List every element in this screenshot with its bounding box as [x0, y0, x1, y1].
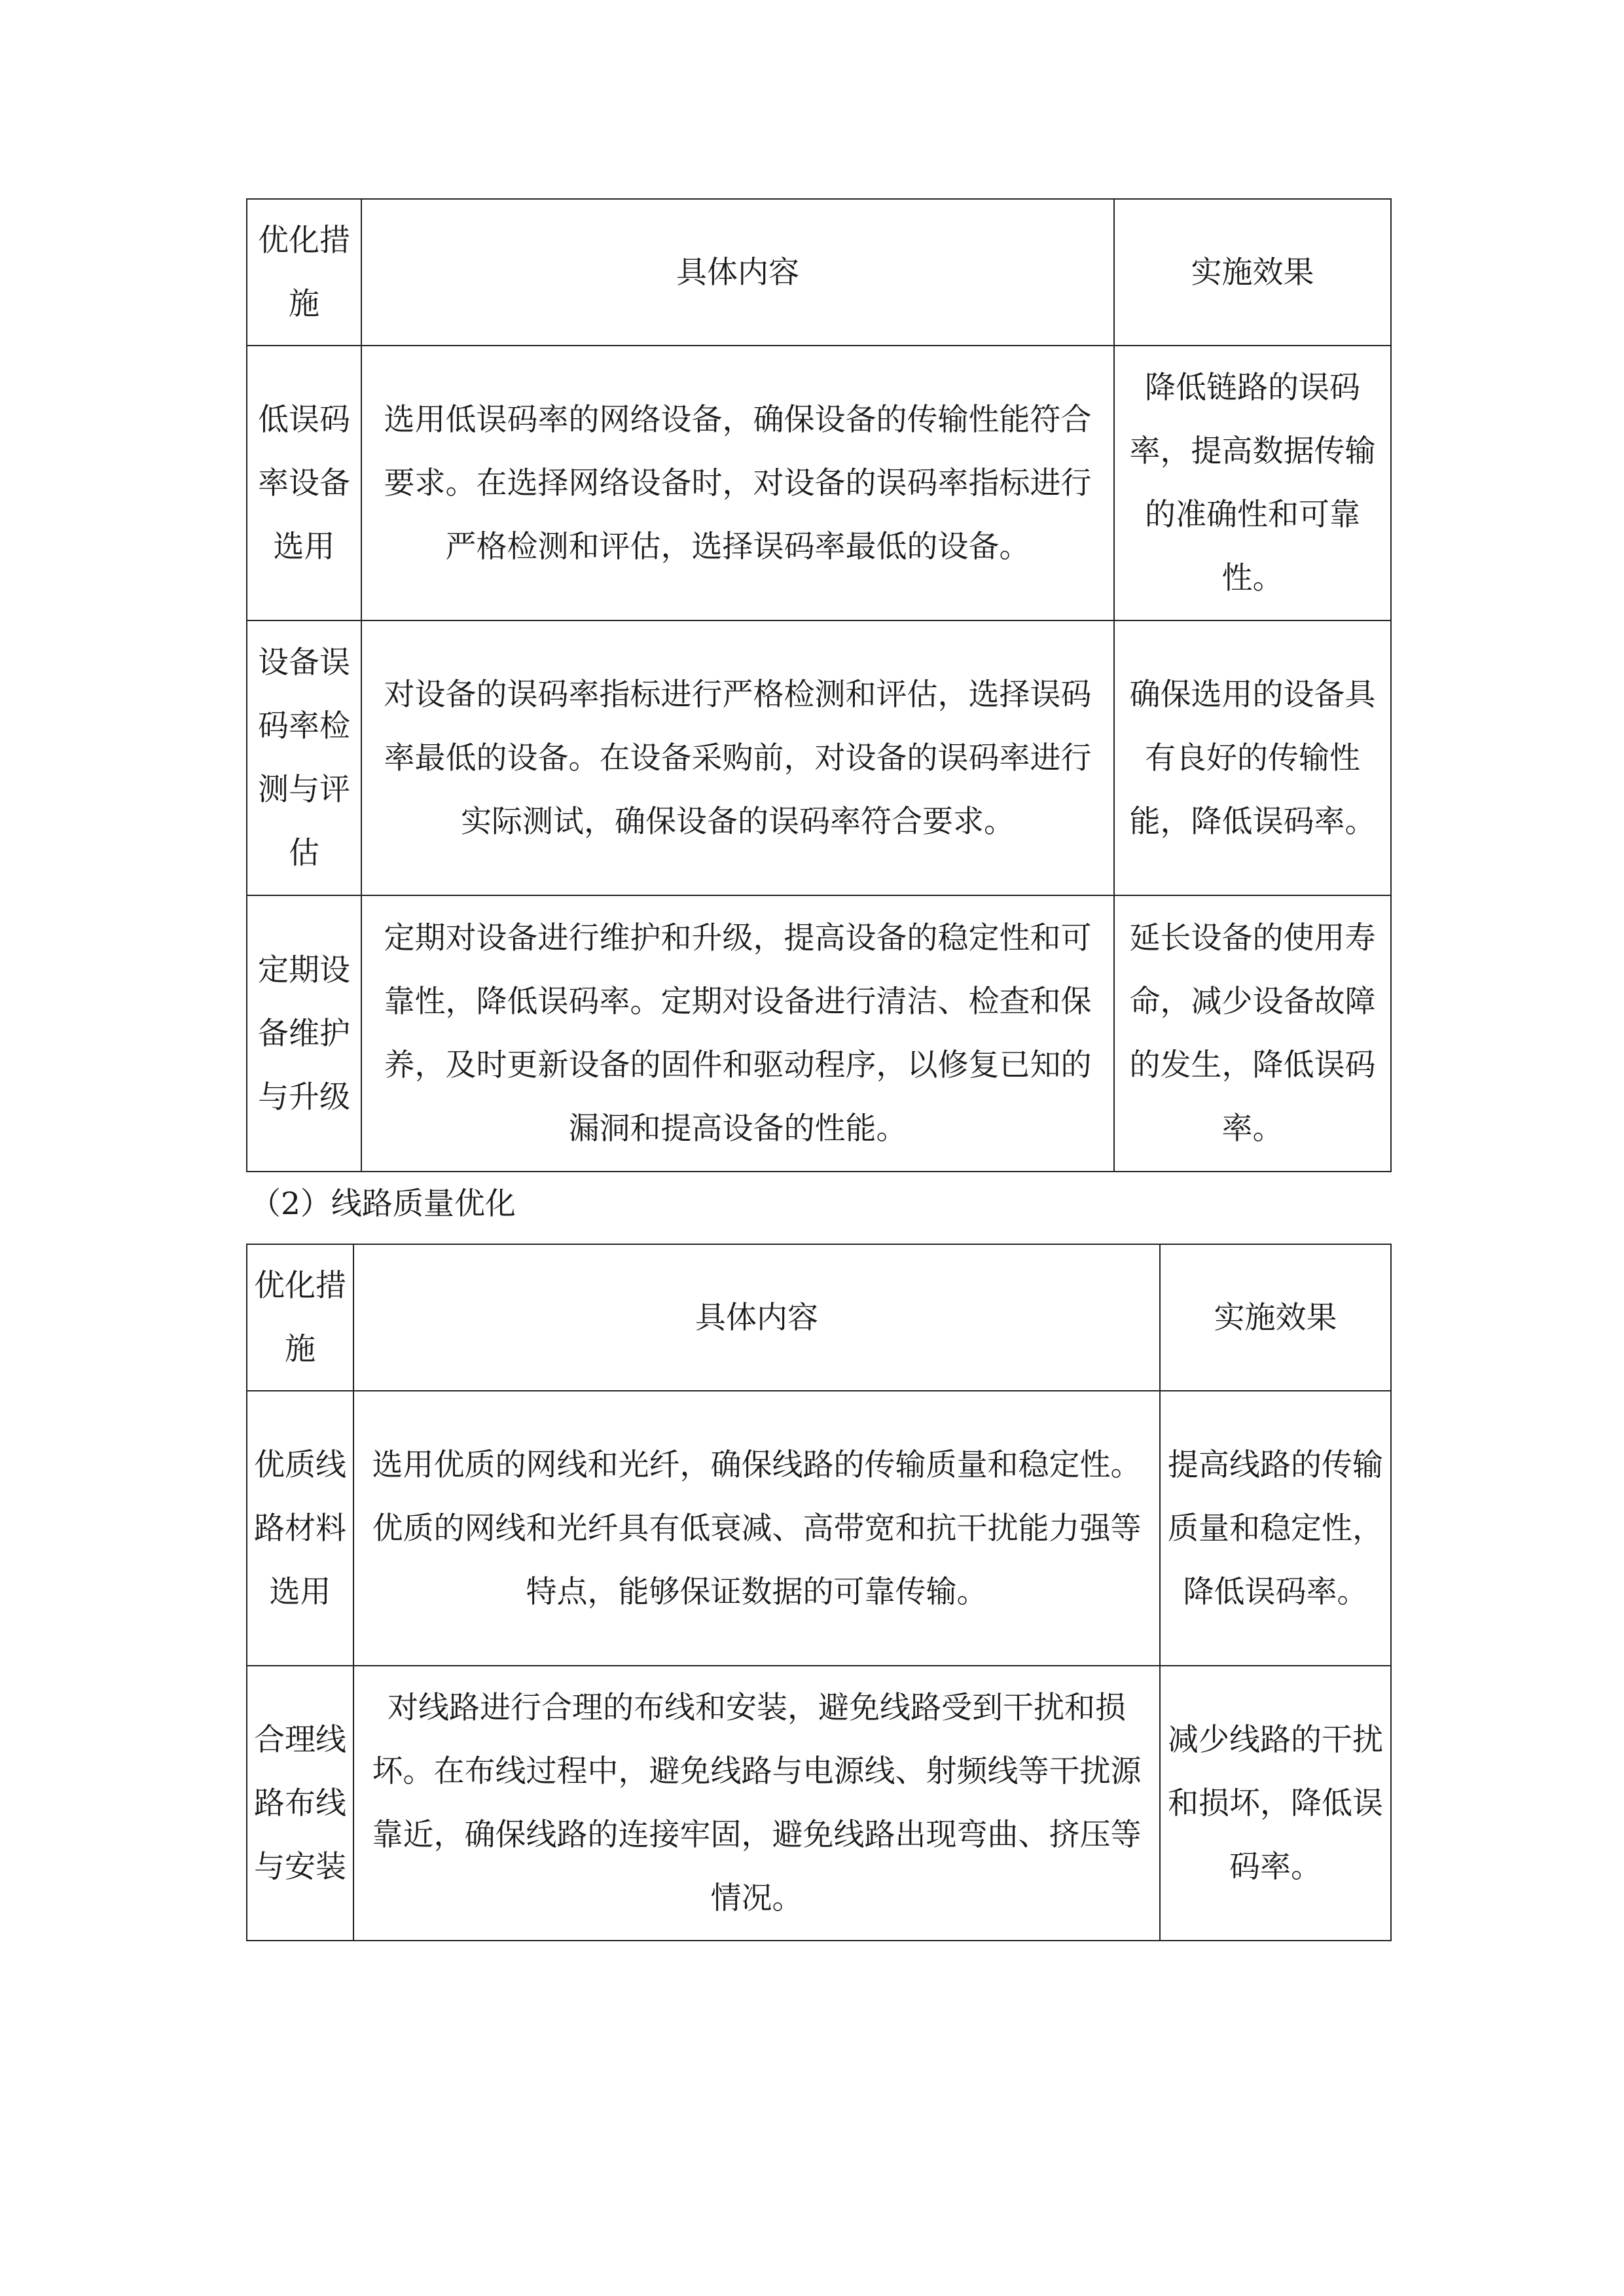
table-header-row — [247, 199, 1391, 346]
measure-cell: 优质线路材料选用 — [247, 1391, 353, 1666]
content-cell: 对线路进行合理的布线和安装，避免线路受到干扰和损坏。在布线过程中，避免线路与电源线、射频线等干扰源靠近，确保线路的连接牢固，避免线路出现弯曲、挤压等情况。 — [353, 1666, 1160, 1941]
content-cell: 选用优质的网线和光纤，确保线路的传输质量和稳定性。优质的网线和光纤具有低衰减、高带宽和抗干扰能力强等特点，能够保证数据的可靠传输。 — [353, 1391, 1160, 1666]
line-quality-table — [246, 1244, 1392, 1941]
content-cell: 选用低误码率的网络设备，确保设备的传输性能符合要求。在选择网络设备时，对设备的误码率指标进行严格检测和评估，选择误码率最低的设备。 — [361, 346, 1114, 620]
header-content: 具体内容 — [353, 1244, 1160, 1391]
content-cell: 定期对设备进行维护和升级，提高设备的稳定性和可靠性，降低误码率。定期对设备进行清洁、检查和保养，及时更新设备的固件和驱动程序，以修复已知的漏洞和提高设备的性能。 — [361, 895, 1114, 1172]
effect-cell: 降低链路的误码率，提高数据传输的准确性和可靠性。 — [1114, 346, 1391, 620]
measure-cell: 合理线路布线与安装 — [247, 1666, 353, 1941]
header-content: 具体内容 — [361, 199, 1114, 346]
table-row — [247, 620, 1391, 895]
effect-cell: 确保选用的设备具有良好的传输性能，降低误码率。 — [1114, 620, 1391, 895]
effect-cell: 提高线路的传输质量和稳定性，降低误码率。 — [1160, 1391, 1391, 1666]
device-optimization-table — [246, 198, 1392, 1172]
header-measure: 优化措施 — [247, 199, 361, 346]
measure-cell: 设备误码率检测与评估 — [247, 620, 361, 895]
table-row — [247, 1666, 1391, 1941]
effect-cell: 延长设备的使用寿命，减少设备故障的发生，降低误码率。 — [1114, 895, 1391, 1172]
content-cell: 对设备的误码率指标进行严格检测和评估，选择误码率最低的设备。在设备采购前，对设备的误码率进行实际测试，确保设备的误码率符合要求。 — [361, 620, 1114, 895]
section-heading: （2）线路质量优化 — [250, 1186, 516, 1222]
table-row — [247, 895, 1391, 1172]
header-effect: 实施效果 — [1160, 1244, 1391, 1391]
measure-cell: 低误码率设备选用 — [247, 346, 361, 620]
table-header-row — [247, 1244, 1391, 1391]
effect-cell: 减少线路的干扰和损坏，降低误码率。 — [1160, 1666, 1391, 1941]
table-row — [247, 346, 1391, 620]
measure-cell: 定期设备维护与升级 — [247, 895, 361, 1172]
header-effect: 实施效果 — [1114, 199, 1391, 346]
table-row — [247, 1391, 1391, 1666]
header-measure: 优化措施 — [247, 1244, 353, 1391]
